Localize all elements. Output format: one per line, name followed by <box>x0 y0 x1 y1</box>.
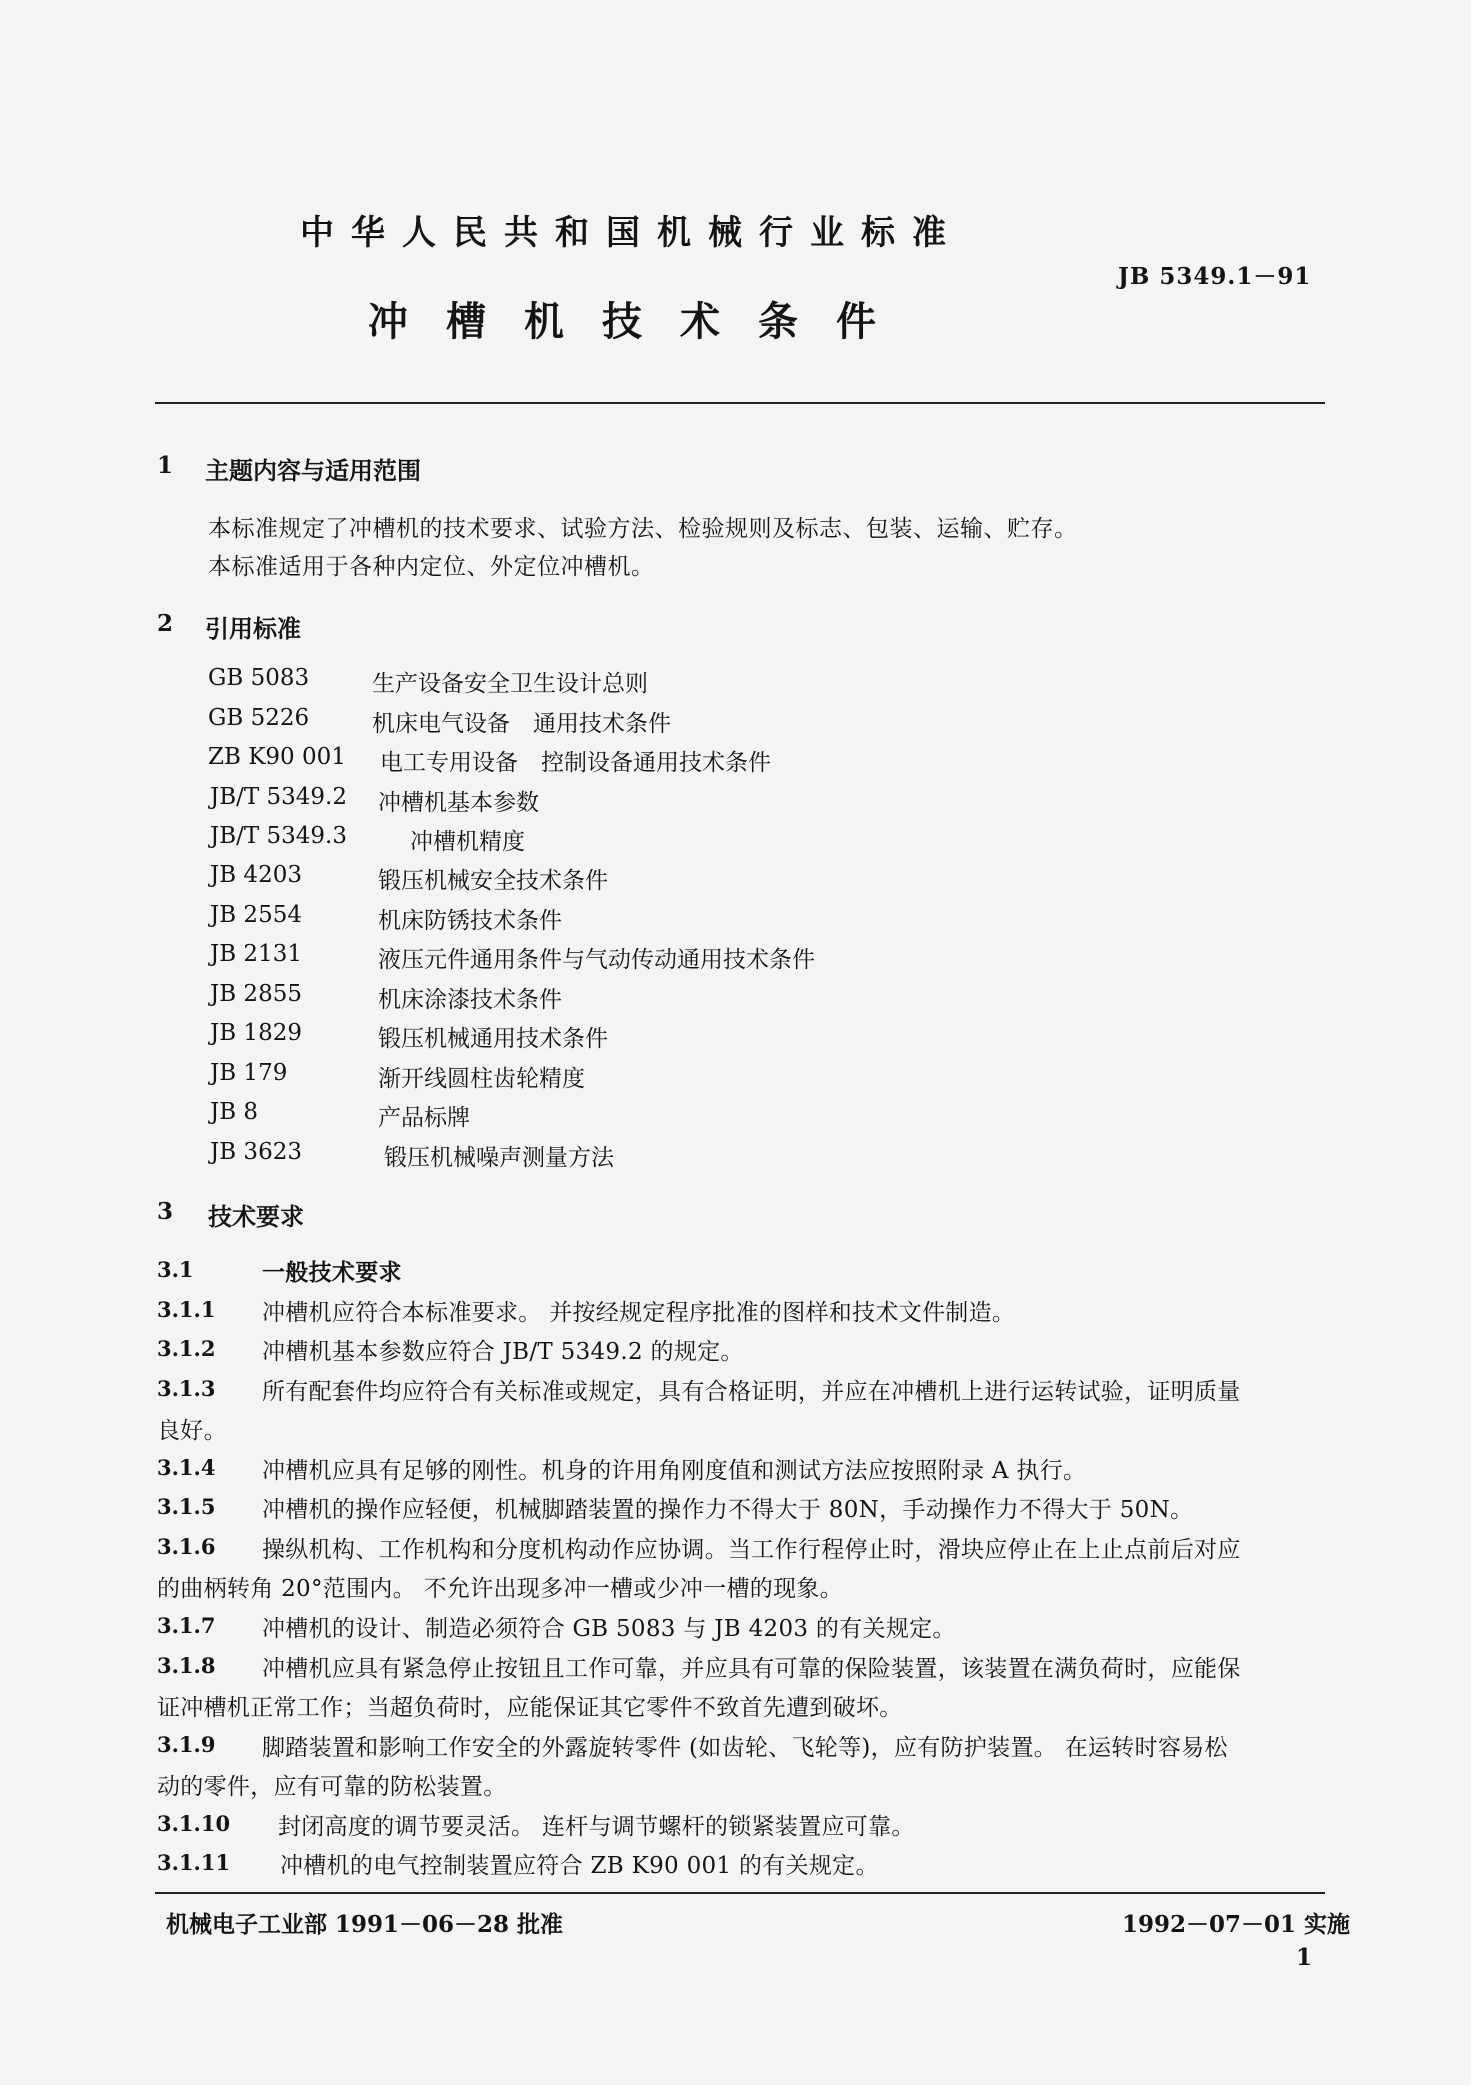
ref-title: 液压元件通用条件与气动传动通用技术条件 <box>378 947 815 973</box>
ref-title: 电工专用设备 控制设备通用技术条件 <box>380 750 771 776</box>
section-1-paragraph: 本标准适用于各种内定位、外定位冲槽机。 <box>208 554 655 580</box>
ref-code: JB 2855 <box>210 981 302 1007</box>
page-number: 1 <box>1296 1944 1313 1971</box>
clause-text: 冲槽机的设计、制造必须符合 GB 5083 与 JB 4203 的有关规定。 <box>262 1616 956 1642</box>
clause-number: 3.1.10 <box>157 1811 231 1836</box>
clause-text: 所有配套件均应符合有关标准或规定，具有合格证明，并应在冲槽机上进行运转试验，证明质量 <box>262 1379 1241 1405</box>
ref-code: JB 4203 <box>210 862 302 888</box>
ref-code: GB 5226 <box>208 705 310 731</box>
ref-code: JB 8 <box>210 1099 259 1125</box>
clause-text: 一般技术要求 <box>262 1259 402 1286</box>
clause-text: 操纵机构、工作机构和分度机构动作应协调。当工作行程停止时，滑块应停止在上止点前后对应 <box>262 1537 1241 1563</box>
footer-rule <box>155 1892 1325 1894</box>
clause-text: 冲槽机应符合本标准要求。 并按经规定程序批准的图样和技术文件制造。 <box>262 1300 1016 1326</box>
clause-number: 3.1.3 <box>157 1376 216 1401</box>
ref-title: 锻压机械安全技术条件 <box>378 868 608 894</box>
clause-text-continued: 的曲柄转角 20°范围内。 不允许出现多冲一槽或少冲一槽的现象。 <box>157 1576 843 1602</box>
section-2-number: 2 <box>157 610 174 637</box>
clause-text: 冲槽机应具有足够的刚性。机身的许用角刚度值和测试方法应按照附录 A 执行。 <box>262 1458 1087 1484</box>
ref-code: JB 179 <box>210 1060 288 1086</box>
section-1-number: 1 <box>157 452 174 479</box>
clause-number: 3.1.9 <box>157 1732 216 1757</box>
clause-text: 冲槽机应具有紧急停止按钮且工作可靠，并应具有可靠的保险装置，该装置在满负荷时，应能保 <box>262 1656 1241 1682</box>
document-title: 冲槽机技术条件 <box>368 298 914 345</box>
clause-number: 3.1.8 <box>157 1653 216 1678</box>
ref-code: JB 2554 <box>210 902 302 928</box>
ref-title: 冲槽机精度 <box>410 829 525 855</box>
ref-code: JB 3623 <box>210 1139 302 1165</box>
ref-code: JB 1829 <box>210 1020 302 1046</box>
clause-text-continued: 证冲槽机正常工作；当超负荷时，应能保证其它零件不致首先遭到破坏。 <box>157 1695 903 1721</box>
ref-title: 产品标牌 <box>378 1105 470 1131</box>
section-2-title: 引用标准 <box>205 614 301 643</box>
ref-code: GB 5083 <box>208 665 310 691</box>
ref-title: 渐开线圆柱齿轮精度 <box>378 1066 585 1092</box>
ref-code: ZB K90 001 <box>208 744 346 770</box>
section-3-title: 技术要求 <box>208 1202 304 1231</box>
header-rule <box>155 402 1325 404</box>
ref-title: 机床涂漆技术条件 <box>378 987 562 1013</box>
ref-title: 机床防锈技术条件 <box>378 908 562 934</box>
clause-text-continued: 良好。 <box>157 1418 227 1444</box>
clause-text: 冲槽机的电气控制装置应符合 ZB K90 001 的有关规定。 <box>280 1853 879 1879</box>
clause-number: 3.1.1 <box>157 1297 216 1322</box>
standard-number: JB 5349.1－91 <box>1118 263 1312 290</box>
clause-text: 封闭高度的调节要灵活。 连杆与调节螺杆的锁紧装置应可靠。 <box>278 1814 915 1840</box>
clause-number: 3.1.4 <box>157 1455 216 1480</box>
approval-line: 机械电子工业部 1991－06－28 批准 <box>166 1911 564 1938</box>
section-1-paragraph: 本标准规定了冲槽机的技术要求、试验方法、检验规则及标志、包装、运输、贮存。 <box>208 516 1078 542</box>
ref-title: 机床电气设备 通用技术条件 <box>372 711 671 737</box>
clause-number: 3.1.11 <box>157 1850 231 1875</box>
ref-title: 锻压机械通用技术条件 <box>378 1026 608 1052</box>
ref-code: JB 2131 <box>210 941 302 967</box>
clause-text: 冲槽机的操作应轻便，机械脚踏装置的操作力不得大于 80N，手动操作力不得大于 50N。 <box>262 1497 1194 1523</box>
ref-title: 冲槽机基本参数 <box>378 790 539 816</box>
ref-title: 生产设备安全卫生设计总则 <box>372 671 648 697</box>
section-3-number: 3 <box>157 1198 174 1225</box>
clause-number: 3.1 <box>157 1257 194 1282</box>
clause-text: 冲槽机基本参数应符合 JB/T 5349.2 的规定。 <box>262 1339 744 1365</box>
ref-title: 锻压机械噪声测量方法 <box>384 1145 614 1171</box>
clause-text-continued: 动的零件，应有可靠的防松装置。 <box>157 1774 507 1800</box>
section-1-title: 主题内容与适用范围 <box>205 456 421 485</box>
ref-code: JB/T 5349.2 <box>210 784 348 810</box>
org-title: 中华人民共和国机械行业标准 <box>300 213 963 253</box>
effective-date-line: 1992－07－01 实施 <box>1122 1911 1351 1938</box>
clause-number: 3.1.6 <box>157 1534 216 1559</box>
clause-number: 3.1.2 <box>157 1336 216 1361</box>
clause-number: 3.1.7 <box>157 1613 216 1638</box>
clause-text: 脚踏装置和影响工作安全的外露旋转零件 (如齿轮、飞轮等)，应有防护装置。 在运转时容易松 <box>262 1735 1228 1761</box>
clause-number: 3.1.5 <box>157 1494 216 1519</box>
ref-code: JB/T 5349.3 <box>210 823 348 849</box>
